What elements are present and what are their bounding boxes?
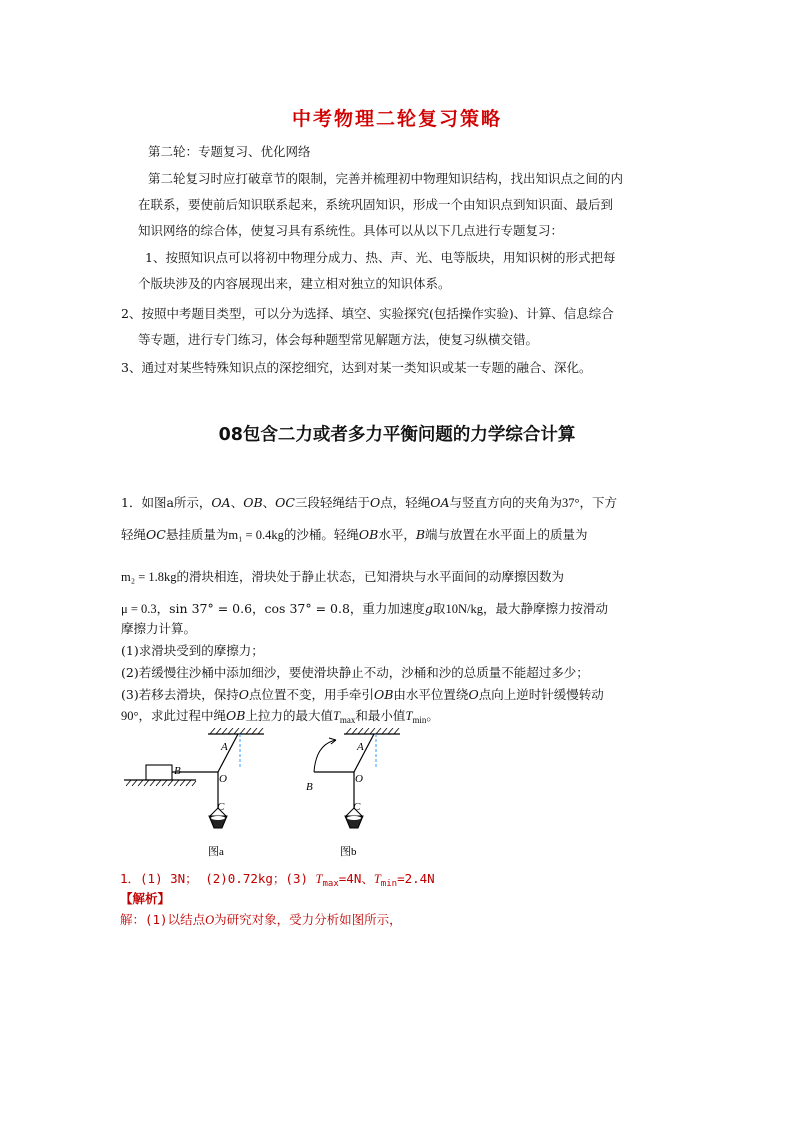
- caption-b: 图b: [340, 846, 357, 858]
- point-2-line-2: 等专题，进行专门练习，体会每种题型常见解题方法，使复习纵横交错。: [138, 332, 539, 347]
- rope-oa: [354, 734, 374, 772]
- label-a: A: [221, 741, 228, 753]
- ceiling-hatch: [346, 728, 399, 734]
- label-c: C: [353, 801, 361, 813]
- intro-line-2: 在联系，要使前后知识联系起来，系统巩固知识，形成一个由知识点到知识面、最后到: [138, 197, 614, 212]
- solution-line: 解：(1)以结点O为研究对象，受力分析如图所示，: [120, 912, 402, 927]
- point-1-line-1: 1、按照知识点可以将初中物理分成力、热、声、光、电等版块，用知识树的形式把每: [145, 250, 616, 265]
- ceiling-hatch: [210, 728, 263, 734]
- intro-line-3: 知识网络的综合体，使复习具有系统性。具体可以从以下几点进行专题复习：: [138, 223, 564, 238]
- figure-a: [118, 728, 278, 863]
- intro-heading: 第二轮：专题复习、优化网络: [148, 144, 311, 159]
- label-b: B: [174, 765, 181, 777]
- label-o: O: [219, 773, 227, 785]
- section-title: 08包含二力或者多力平衡问题的力学综合计算: [218, 425, 576, 445]
- sub-question-2: (2)若缓慢往沙桶中添加细沙，要使滑块静止不动，沙桶和沙的总质量不能超过多少；: [121, 665, 589, 680]
- caption-a: 图a: [208, 846, 224, 858]
- sub-question-1: (1)求滑块受到的摩擦力；: [121, 643, 264, 658]
- sub-question-3: (3)若移去滑块，保持O点位置不变，用手牵引OB由水平位置绕O点向上逆时针缓慢转动: [121, 687, 604, 702]
- bucket-opening: [347, 816, 361, 820]
- question-line-5: 摩擦力计算。: [121, 621, 197, 636]
- point-2-line-1: 2、按照中考题目类型，可以分为选择、填空、实验探究(包括操作实验)、计算、信息综合: [121, 306, 614, 321]
- answer-line: 1．(1) 3N； (2)0.72kg；(3) $T_{max}=4N$、$T_{min}=2.4N$: [120, 871, 435, 889]
- intro-line-1: 第二轮复习时应打破章节的限制，完善并梳理初中物理知识结构，找出知识点之间的内: [148, 171, 624, 186]
- document-title: 中考物理二轮复习策略: [291, 108, 502, 130]
- point-1-line-2: 个版块涉及的内容展现出来，建立相对独立的知识体系。: [138, 276, 451, 291]
- label-a: A: [357, 741, 364, 753]
- label-o: O: [355, 773, 363, 785]
- analysis-label: 【解析】: [120, 891, 171, 906]
- sub-question-3-cont: 90°，求此过程中绳OB上拉力的最大值$T_{max}$和最小值$T_{min}$。: [121, 708, 439, 725]
- bucket-opening: [211, 816, 225, 820]
- rotation-arc: [314, 740, 336, 772]
- point-3-line: 3、通过对某些特殊知识点的深挖细究，达到对某一类知识或某一专题的融合、深化。: [121, 360, 592, 375]
- slider-block: [146, 765, 172, 780]
- question-line-2: 轻绳OC悬挂质量为m₁ = 0.4kg的沙桶。轻绳OB水平，B端与放置在水平面上的质量为: [121, 527, 588, 542]
- rope-oa: [218, 734, 238, 772]
- ground-hatch: [126, 780, 196, 786]
- label-c: C: [217, 801, 225, 813]
- question-line-3: m₂ = 1.8kg的滑块相连，滑块处于静止状态，已知滑块与水平面间的动摩擦因数为: [121, 569, 565, 584]
- label-b: B: [306, 781, 313, 793]
- question-line-1: 1．如图a所示，OA、OB、OC三段轻绳结于O点，轻绳OA与竖直方向的夹角为37°，下方: [121, 495, 618, 510]
- figure-b: [300, 728, 400, 863]
- question-line-4: μ = 0.3，sin 37° = 0.6，cos 37° = 0.8，重力加速度g取10N/kg，最大静摩擦力按滑动: [121, 601, 608, 616]
